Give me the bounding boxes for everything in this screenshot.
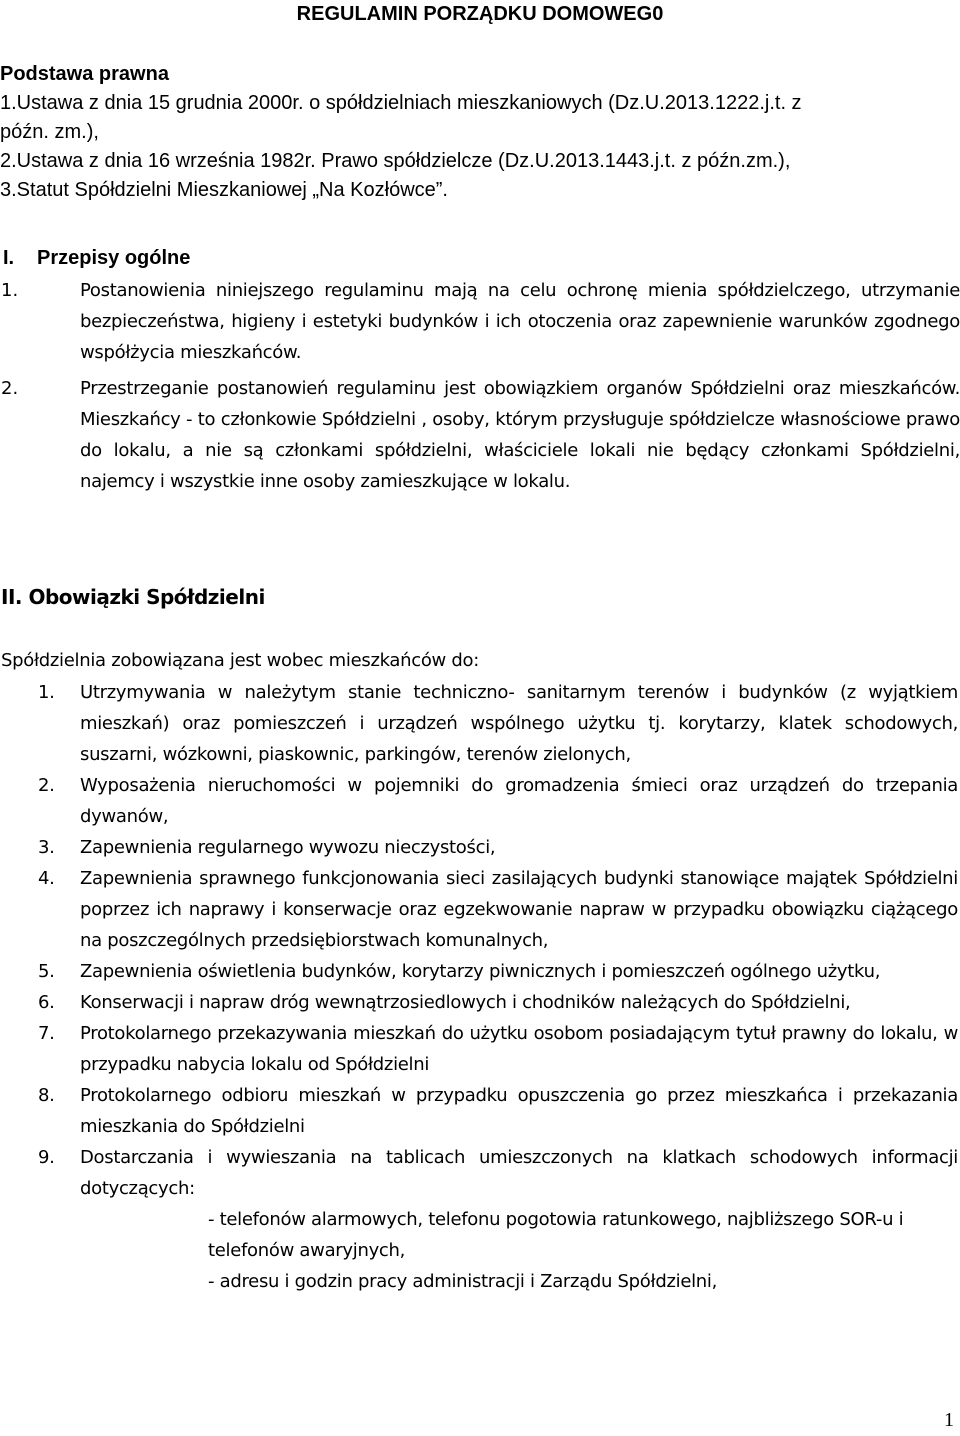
list-marker: 3. bbox=[38, 837, 55, 858]
list-marker: 7. bbox=[38, 1023, 55, 1044]
list-marker: 2. bbox=[1, 378, 19, 399]
list-item bbox=[0, 987, 958, 1018]
legal-basis-line: późn. zm.), bbox=[0, 121, 99, 143]
list-item-text: Dostarczania i wywieszania na tablicach umieszczonych na klatkach schodowych informacji dotyczących: bbox=[80, 1147, 958, 1199]
legal-basis-line: 2.Ustawa z dnia 16 września 1982r. Prawo spółdzielcze (Dz.U.2013.1443.j.t. z późn.zm.), bbox=[0, 150, 791, 172]
section-2-heading: II. Obowiązki Spółdzielni bbox=[1, 585, 265, 609]
list-item-text: Postanowienia niniejszego regulaminu mają na celu ochronę mienia spółdzielczego, utrzymanie bezpieczeństwa, higieny i estetyki budynków i ich otoczenia oraz zapewnienie warunków zgodnego współżycia mieszkańców. bbox=[80, 280, 960, 363]
list-item-text: Wyposażenia nieruchomości w pojemniki do gromadzenia śmieci oraz urządzeń do trzepania dywanów, bbox=[80, 775, 958, 827]
list-item bbox=[0, 770, 958, 832]
list-marker: 9. bbox=[38, 1147, 55, 1168]
list-item bbox=[0, 956, 958, 987]
page-number: 1 bbox=[944, 1409, 954, 1431]
list-item bbox=[0, 275, 960, 368]
section-2-list bbox=[0, 677, 958, 1297]
list-marker: 1. bbox=[1, 280, 19, 301]
list-marker: 8. bbox=[38, 1085, 55, 1106]
legal-basis bbox=[0, 60, 960, 205]
list-marker: 6. bbox=[38, 992, 55, 1013]
list-item bbox=[0, 1018, 958, 1080]
list-item-text: Zapewnienia regularnego wywozu nieczystości, bbox=[80, 837, 496, 858]
list-item bbox=[0, 1142, 958, 1204]
section-2-intro: Spółdzielnia zobowiązana jest wobec mieszkańców do: bbox=[1, 650, 480, 671]
section-1-title: Przepisy ogólne bbox=[37, 247, 191, 269]
document-title: REGULAMIN PORZĄDKU DOMOWEG0 bbox=[296, 3, 664, 25]
legal-basis-line: 3.Statut Spółdzielni Mieszkaniowej „Na Kozłówce”. bbox=[0, 179, 448, 201]
list-item-text: Protokolarnego przekazywania mieszkań do użytku osobom posiadającym tytuł prawny do lokalu, w przypadku nabycia lokalu od Spółdzielni bbox=[80, 1023, 958, 1075]
section-1-heading bbox=[3, 246, 190, 270]
list-marker: 1. bbox=[38, 682, 55, 703]
list-marker: 2. bbox=[38, 775, 55, 796]
section-1-list bbox=[0, 275, 960, 502]
list-item bbox=[0, 863, 958, 956]
list-item bbox=[0, 677, 958, 770]
list-marker: 5. bbox=[38, 961, 55, 982]
list-item bbox=[0, 832, 958, 863]
list-item-text: Utrzymywania w należytym stanie techniczno- sanitarnym terenów i budynków (z wyjątkiem mieszkań) oraz pomieszczeń i urządzeń wspólnego użytku tj. korytarzy, klatek schodowych, suszarni, wózkowni, piaskownic, parkingów, terenów zielonych, bbox=[80, 682, 958, 765]
legal-basis-line: 1.Ustawa z dnia 15 grudnia 2000r. o spółdzielniach mieszkaniowych (Dz.U.2013.1222.j.t. z bbox=[0, 92, 802, 114]
list-item-text: Konserwacji i napraw dróg wewnątrzosiedlowych i chodników należących do Spółdzielni, bbox=[80, 992, 851, 1013]
legal-basis-heading: Podstawa prawna bbox=[0, 63, 169, 85]
list-item-text: Zapewnienia sprawnego funkcjonowania sieci zasilających budynki stanowiące majątek Spółdzielni poprzez ich naprawy i konserwacje oraz egzekwowanie napraw w przypadku obowiązku ciążącego na poszczególnych przedsiębiorstwach komunalnych, bbox=[80, 868, 958, 951]
list-item-text: Protokolarnego odbioru mieszkań w przypadku opuszczenia go przez mieszkańca i przekazania mieszkania do Spółdzielni bbox=[80, 1085, 958, 1137]
sub-list-item: - adresu i godzin pracy administracji i Zarządu Spółdzielni, bbox=[208, 1271, 718, 1292]
section-1-number: I. bbox=[3, 247, 15, 269]
list-marker: 4. bbox=[38, 868, 55, 889]
sub-list-item: - telefonów alarmowych, telefonu pogotowia ratunkowego, najbliższego SOR-u i telefonów awaryjnych, bbox=[208, 1209, 904, 1261]
list-item-text: Zapewnienia oświetlenia budynków, korytarzy piwnicznych i pomieszczeń ogólnego użytku, bbox=[80, 961, 881, 982]
list-item bbox=[0, 1080, 958, 1142]
list-item bbox=[0, 373, 960, 497]
list-item-text: Przestrzeganie postanowień regulaminu jest obowiązkiem organów Spółdzielni oraz mieszkańców. Mieszkańcy - to członkowie Spółdzielni , osoby, którym przysługuje spółdzielcze własnościowe prawo do lokalu, a nie są członkami spółdzielni, właściciele lokali nie będący członkami Spółdzielni, najemcy i wszystkie inne osoby zamieszkujące w lokalu. bbox=[80, 378, 960, 492]
